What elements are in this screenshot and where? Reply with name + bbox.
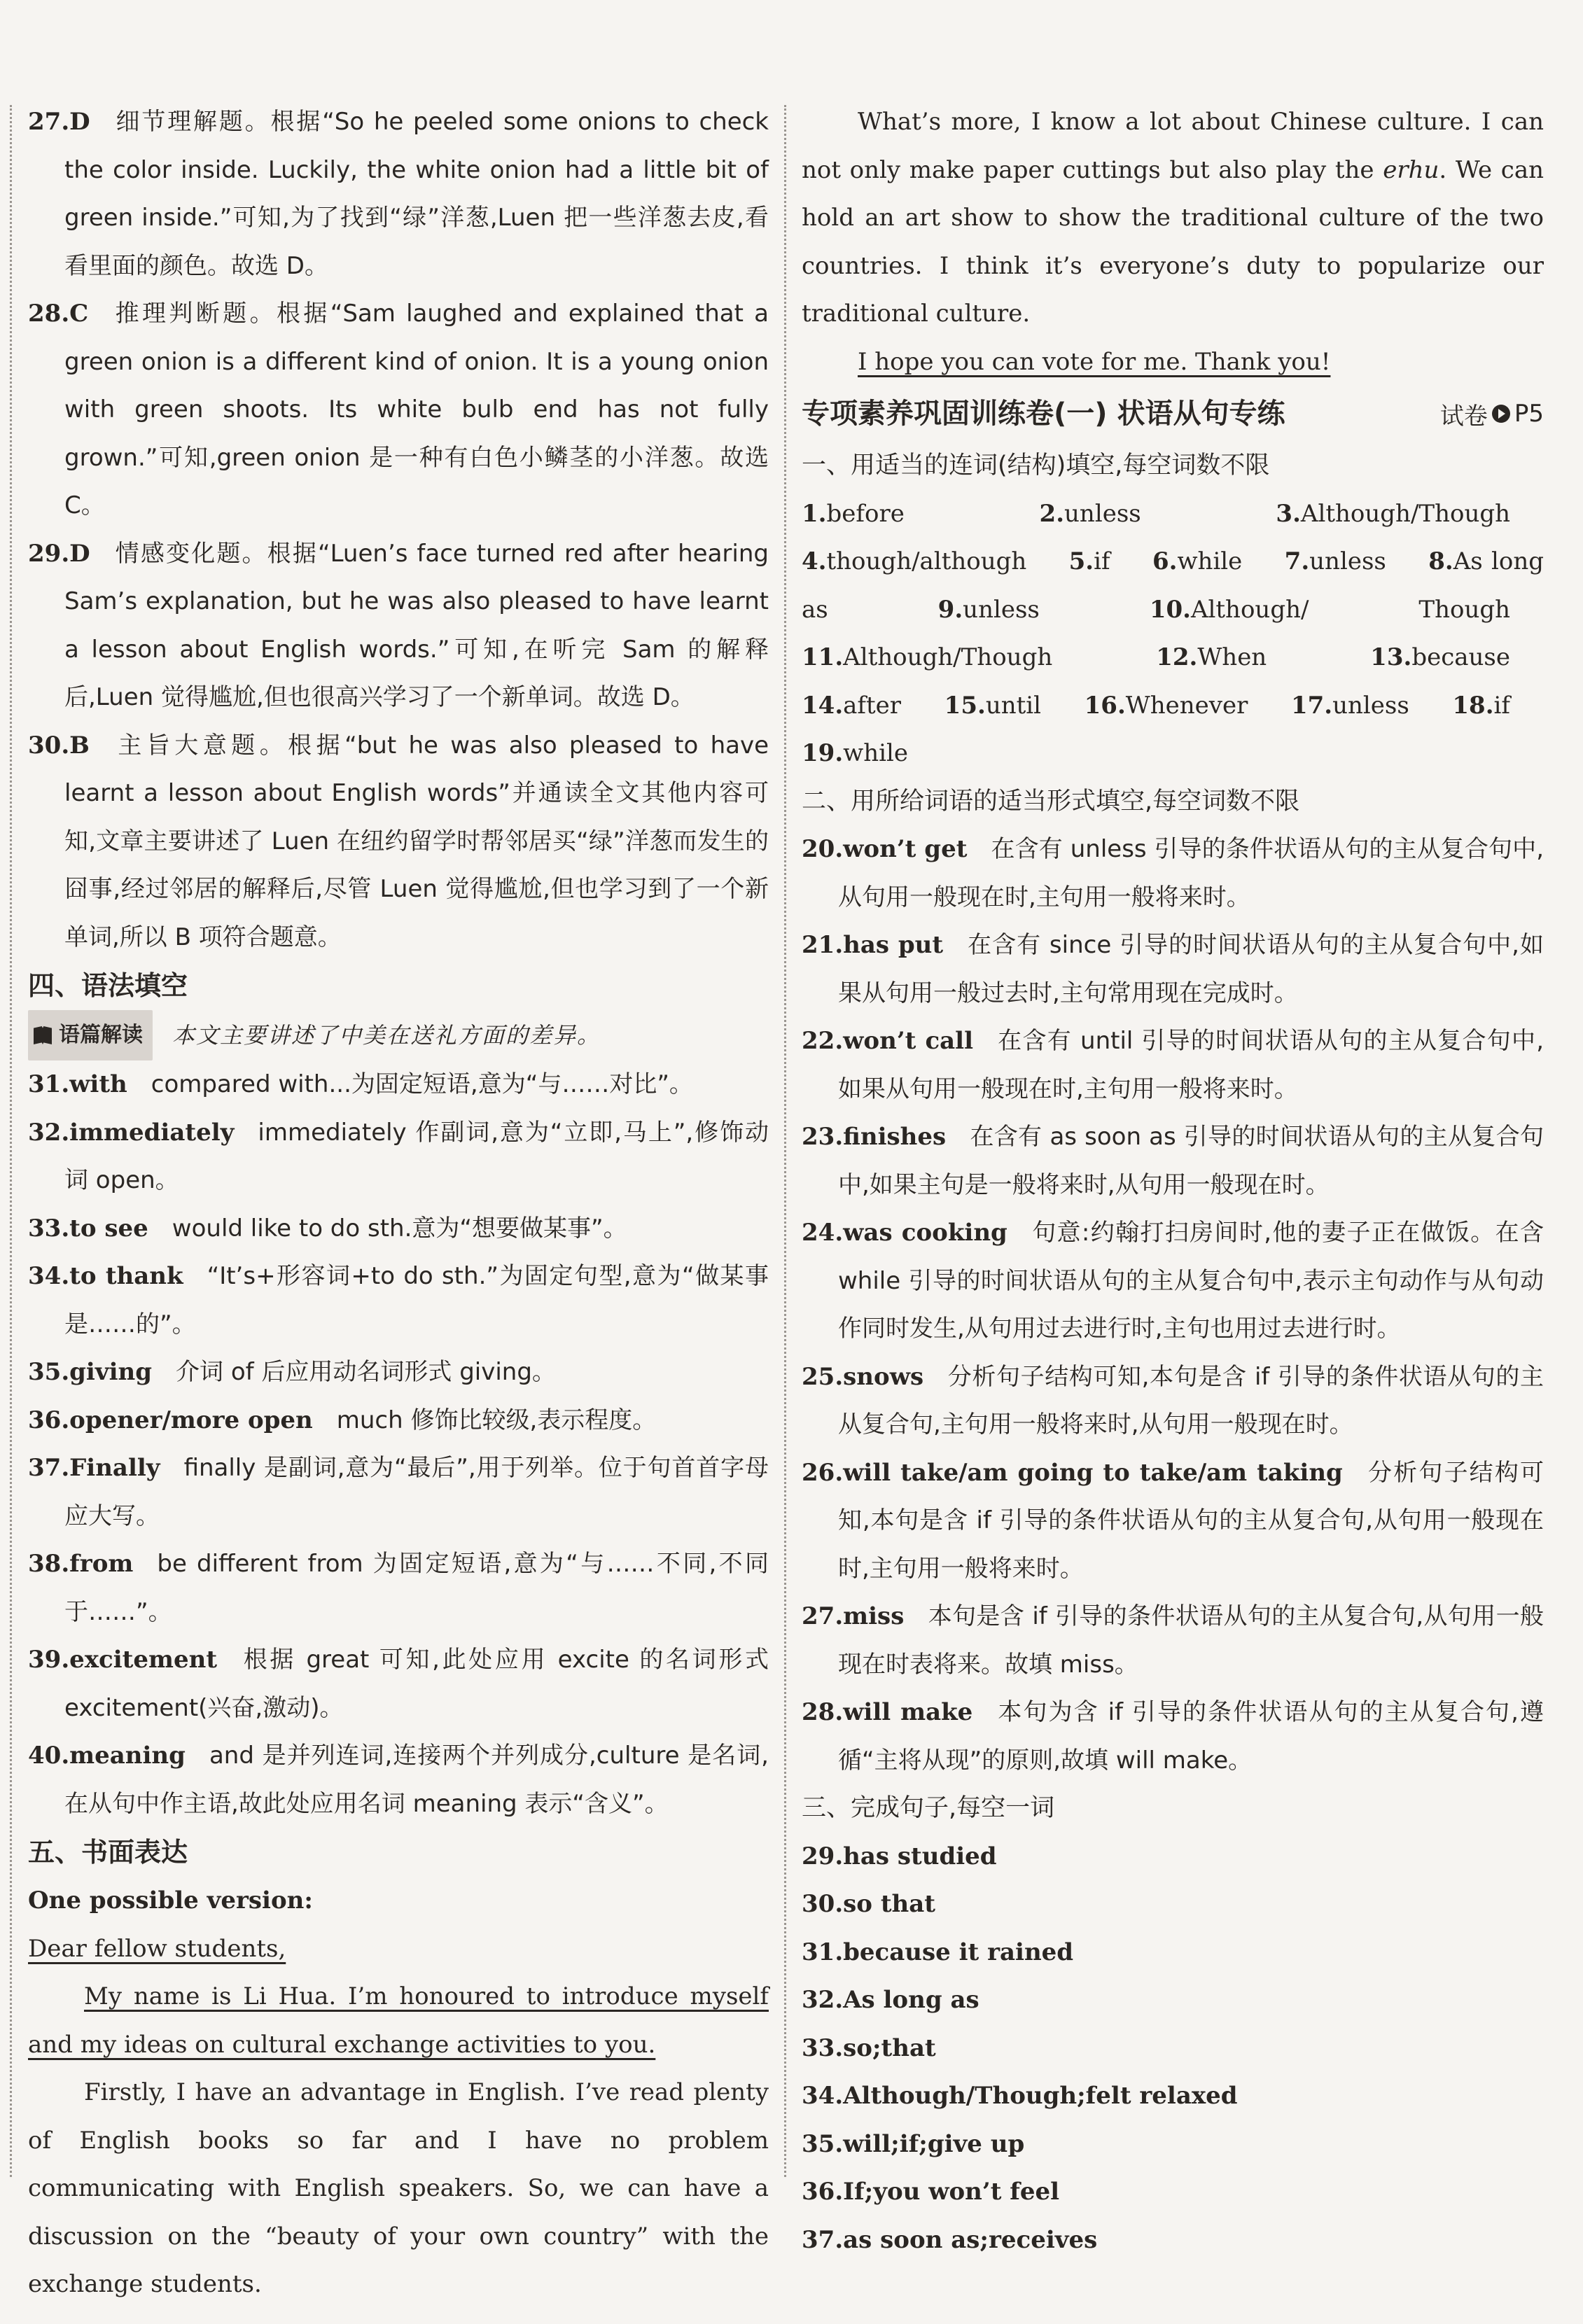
item-explanation: 在含有 until 引导的时间状语从句的主从复合句中,如果从句用一般现在时,主句用一般将来时。	[838, 1027, 1544, 1103]
fill-number: 2.	[1039, 499, 1065, 528]
column-divider	[784, 105, 786, 2177]
fill-number: 7.	[1284, 547, 1310, 575]
item-number: 29.	[28, 539, 70, 568]
item-number: 20.	[802, 835, 844, 863]
answer-item	[802, 1209, 1544, 1353]
fill-number: 4.	[802, 547, 827, 575]
item-explanation: compared with...为固定短语,意为“与……对比”。	[151, 1070, 693, 1098]
fill-answer	[802, 547, 1043, 575]
fill-value: because	[1411, 643, 1510, 671]
item-number: 39.	[28, 1646, 70, 1674]
fill-value: As long as	[802, 547, 1544, 624]
item-answer: won’t call	[843, 1027, 974, 1055]
answer-item	[28, 1205, 769, 1253]
item-number: 21.	[802, 931, 844, 959]
item-explanation: 情感变化题。根据“Luen’s face turned red after hearing Sam’s explanation, but he was also pleased to have learnt a lesson about English words.”可知,在听完 Sam 的解释后,Luen 觉得尴尬,但也很高兴学习了一个新单词。故选 D。	[64, 539, 769, 711]
item-answer: has studied	[843, 1842, 997, 1870]
item-answer: giving	[69, 1358, 153, 1386]
item-explanation: much 修饰比较级,表示程度。	[336, 1406, 657, 1434]
page-reference: 试卷 P5	[1439, 400, 1544, 430]
item-number: 37.	[802, 2225, 844, 2254]
item-explanation: finally 是副词,意为“最后”,用于列举。位于句首首字母应大写。	[64, 1454, 769, 1530]
item-answer: so that	[843, 1890, 935, 1918]
answer-item	[28, 1540, 769, 1636]
item-explanation: 主旨大意题。根据“but he was also pleased to have learnt a lesson about English words”并通读全文其他内容可知,文章主要讲述了 Luen 在纽约留学时帮邻居买“绿”洋葱而发生的囧事,经过邻居的解释后,尽管 Luen 觉得尴尬,但也学习到了一个新单词,所以 B 项符合题意。	[64, 731, 769, 951]
item-answer: will;if;give up	[843, 2129, 1025, 2158]
answer-item	[802, 1017, 1544, 1113]
answer-item	[28, 1732, 769, 1828]
letter-paragraph-2: Firstly, I have an advantage in English. I’ve read plenty of English books so far and I have no problem communicating with English speakers. So, we can have a discussion on the “beauty of your own country” with the exchange students.	[28, 2078, 769, 2298]
item-answer: will make	[843, 1698, 973, 1726]
fill-number: 13.	[1370, 643, 1412, 671]
fill-number: 15.	[944, 691, 986, 720]
answer-item	[802, 1353, 1544, 1449]
item-explanation: “It’s+形容词+to do sth.”为固定句型,意为“做某事是……的”。	[64, 1262, 769, 1338]
item-number: 40.	[28, 1742, 70, 1770]
fill-number: 12.	[1156, 643, 1198, 671]
part3-answers	[802, 1833, 1544, 2264]
item-answer: miss	[843, 1602, 905, 1630]
item-answer: Although/Though;felt relaxed	[843, 2082, 1238, 2110]
fill-number: 9.	[937, 595, 963, 624]
item-answer: will take/am going to take/am taking	[843, 1458, 1343, 1487]
item-explanation: 推理判断题。根据“Sam laughed and explained that a green onion is a different kind of onion. It is a young onion with green shoots. Its white bulb end has not fully grown.”可知,green onion 是一种有白色小鳞茎的小洋葱。故选 C。	[64, 300, 769, 519]
item-number: 24.	[802, 1219, 844, 1247]
item-explanation: 细节理解题。根据“So he peeled some onions to check the color inside. Luckily, the white onion had a little bit of green inside.”可知,为了找到“绿”洋葱,Luen 把一些洋葱去皮,看看里面的颜色。故选 D。	[64, 108, 769, 280]
fill-number: 17.	[1290, 691, 1333, 720]
item-number: 30.	[802, 1890, 844, 1918]
item-answer: B	[69, 731, 90, 760]
answer-item	[802, 2216, 1544, 2264]
fill-value: unless	[1332, 691, 1409, 720]
answer-item	[802, 1592, 1544, 1688]
fill-number: 8.	[1428, 547, 1453, 575]
part2-answers	[802, 825, 1544, 1784]
fill-value: When	[1197, 643, 1267, 671]
answer-item	[28, 1636, 769, 1732]
item-explanation: 句意:约翰打扫房间时,他的妻子正在做饭。在含 while 引导的时间状语从句的主从复合句中,表示主句动作与从句动作同时发生,从句用过去进行时,主句也用过去进行时。	[838, 1219, 1544, 1343]
item-number: 23.	[802, 1123, 844, 1151]
fill-value: though/although	[826, 547, 1027, 575]
answer-item	[802, 1880, 1544, 1928]
item-answer: excitement	[69, 1646, 218, 1674]
fill-value: unless	[1064, 499, 1141, 528]
fill-number: 10.	[1149, 595, 1191, 624]
passage-note	[28, 1010, 769, 1060]
fill-answer	[802, 692, 918, 720]
answer-item	[802, 921, 1544, 1017]
passage-badge-label: 语篇解读	[59, 1023, 143, 1047]
fill-answer	[802, 739, 925, 767]
answer-item	[802, 1976, 1544, 2024]
item-number: 31.	[28, 1070, 70, 1098]
part2-title: 二、用所给词语的适当形式填空,每空词数不限	[802, 787, 1300, 816]
item-answer: As long as	[843, 1986, 979, 2014]
answer-item	[802, 2168, 1544, 2216]
fill-number: 16.	[1084, 691, 1126, 720]
answer-item	[28, 1252, 769, 1348]
passage-badge	[28, 1010, 153, 1060]
answer-item	[802, 1688, 1544, 1784]
item-explanation: 在含有 as soon as 引导的时间状语从句的主从复合句中,如果主句是一般将来时,从句用一般现在时。	[838, 1123, 1544, 1199]
item-number: 36.	[28, 1406, 70, 1434]
item-answer: so;that	[843, 2033, 936, 2062]
item-answer: If;you won’t feel	[843, 2178, 1060, 2206]
item-number: 33.	[802, 2033, 844, 2062]
fill-value: Though	[1418, 595, 1511, 624]
fill-number: 14.	[802, 691, 844, 720]
letter-closing: I hope you can vote for me. Thank you!	[858, 347, 1331, 376]
fill-number: 6.	[1152, 547, 1178, 575]
answer-item	[28, 290, 769, 530]
fill-value: Although/	[1190, 595, 1309, 624]
fill-value: Whenever	[1125, 691, 1248, 720]
item-explanation: 根据 great 可知,此处应用 excite 的名词形式 excitement(兴奋,激动)。	[64, 1646, 769, 1722]
answer-item	[28, 98, 769, 290]
item-answer: D	[69, 539, 90, 568]
item-number: 27.	[802, 1602, 844, 1630]
answer-item	[802, 1113, 1544, 1209]
item-number: 30.	[28, 731, 70, 760]
part1-title: 一、用适当的连词(结构)填空,每空词数不限	[802, 451, 1270, 479]
item-explanation: be different from 为固定短语,意为“与……不同,不同于……”。	[64, 1550, 769, 1626]
passage-summary: 本文主要讲述了中美在送礼方面的差异。	[172, 1022, 601, 1049]
item-number: 22.	[802, 1027, 844, 1055]
fill-number: 1.	[802, 499, 827, 528]
item-answer: as soon as;receives	[843, 2225, 1098, 2254]
fill-answer	[944, 692, 1058, 720]
item-answer: from	[69, 1550, 134, 1578]
section-grammar-title: 四、语法填空	[28, 970, 188, 1001]
fill-value: Although/Though	[843, 643, 1053, 671]
fill-value: unless	[1309, 547, 1386, 575]
answer-item	[28, 1396, 769, 1445]
item-number: 37.	[28, 1454, 70, 1482]
answer-item	[802, 825, 1544, 921]
item-explanation: 分析句子结构可知,本句是含 if 引导的条件状语从句的主从复合句,主句用一般将来时,从句用一般现在时。	[838, 1362, 1544, 1438]
letter-greeting: Dear fellow students,	[28, 1934, 286, 1963]
item-number: 32.	[28, 1118, 70, 1147]
fill-answer	[1276, 500, 1527, 528]
grammar-answers	[28, 1060, 769, 1828]
item-number: 36.	[802, 2178, 844, 2206]
item-answer: finishes	[843, 1123, 947, 1151]
item-number: 32.	[802, 1986, 844, 2014]
fill-value: after	[843, 691, 902, 720]
fill-number: 3.	[1276, 499, 1301, 528]
left-cut-line	[10, 105, 12, 2177]
item-answer: with	[69, 1070, 127, 1098]
item-number: 28.	[28, 300, 70, 328]
fill-value: while	[1177, 547, 1243, 575]
item-number: 33.	[28, 1214, 70, 1242]
answer-item	[28, 1444, 769, 1540]
item-answer: to see	[69, 1214, 148, 1242]
fill-number: 11.	[802, 643, 844, 671]
item-answer: immediately	[69, 1118, 235, 1147]
fill-answer	[802, 643, 1069, 671]
fill-answer	[1285, 547, 1403, 575]
fill-answer	[802, 500, 921, 528]
answer-item	[28, 530, 769, 722]
book-icon	[34, 1026, 52, 1044]
letter-paragraph-3: What’s more, I know a lot about Chinese culture. I can not only make paper cuttings but also play the erhu. We can hold an art show to show the traditional culture of the two countries. I think it’s everyone’s duty to popularize our traditional culture.	[802, 108, 1544, 328]
fill-answer	[1418, 596, 1527, 624]
answer-item	[802, 2024, 1544, 2073]
fill-answer	[1150, 596, 1326, 624]
worksheet-title	[802, 386, 1544, 442]
item-answer: has put	[843, 931, 944, 959]
answer-item	[802, 2072, 1544, 2120]
fill-answer	[1291, 692, 1426, 720]
right-column	[802, 98, 1544, 2264]
fill-answer	[1156, 643, 1283, 671]
arrow-right-icon	[1492, 405, 1510, 423]
item-answer: to thank	[69, 1262, 183, 1290]
answer-item	[28, 722, 769, 962]
item-explanation: 在含有 since 引导的时间状语从句的主从复合句中,如果从句用一般过去时,主句常用现在完成时。	[838, 931, 1544, 1007]
item-explanation: 在含有 unless 引导的条件状语从句的主从复合句中,从句用一般现在时,主句用一般将来时。	[838, 835, 1544, 911]
item-number: 34.	[28, 1262, 70, 1290]
part1-answers	[802, 490, 1544, 778]
answer-item	[28, 1060, 769, 1109]
fill-value: before	[826, 499, 905, 528]
fill-answer	[1069, 547, 1127, 575]
fill-value: if	[1493, 691, 1511, 720]
item-explanation: and 是并列连词,连接两个并列成分,culture 是名词,在从句中作主语,故此处应用名词 meaning 表示“含义”。	[64, 1742, 769, 1818]
item-explanation: 本句是含 if 引导的条件状语从句的主从复合句,从句用一般现在时表将来。故填 miss。	[838, 1602, 1544, 1679]
answer-item	[802, 1833, 1544, 1881]
item-number: 31.	[802, 1938, 844, 1966]
erhu-italic: erhu	[1383, 155, 1439, 184]
fill-value: until	[985, 691, 1042, 720]
fill-answer	[1370, 643, 1527, 671]
item-number: 38.	[28, 1550, 70, 1578]
fill-answer	[1152, 547, 1259, 575]
fill-answer	[1085, 692, 1265, 720]
item-number: 35.	[28, 1358, 70, 1386]
item-explanation: immediately 作副词,意为“立即,马上”,修饰动词 open。	[64, 1118, 769, 1194]
item-explanation: 分析句子结构可知,本句是含 if 引导的条件状语从句的主从复合句,从句用一般现在时,主句用一般将来时。	[838, 1458, 1544, 1583]
fill-value: if	[1094, 547, 1110, 575]
version-label: One possible version:	[28, 1886, 313, 1914]
fill-answer	[938, 596, 1057, 624]
item-answer: D	[69, 108, 90, 136]
item-number: 27.	[28, 108, 70, 136]
fill-number: 5.	[1068, 547, 1094, 575]
item-answer: was cooking	[843, 1219, 1007, 1247]
item-number: 25.	[802, 1362, 844, 1391]
item-answer: won’t get	[843, 835, 968, 863]
item-answer: because it rained	[843, 1938, 1074, 1966]
section-writing-title: 五、书面表达	[28, 1837, 188, 1868]
answer-item	[28, 1109, 769, 1205]
fill-value: while	[843, 739, 909, 767]
answer-item	[802, 1449, 1544, 1593]
item-number: 35.	[802, 2129, 844, 2158]
item-answer: meaning	[69, 1742, 186, 1770]
item-number: 29.	[802, 1842, 844, 1870]
answer-item	[802, 2120, 1544, 2169]
item-number: 34.	[802, 2082, 844, 2110]
fill-answer	[1452, 692, 1527, 720]
answer-item	[28, 1348, 769, 1396]
item-explanation: 本句为含 if 引导的条件状语从句的主从复合句,遵循“主将从现”的原则,故填 will make。	[838, 1698, 1544, 1774]
item-explanation: would like to do sth.意为“想要做某事”。	[172, 1214, 627, 1242]
letter-paragraph-1: My name is Li Hua. I’m honoured to introduce myself and my ideas on cultural exchange activities to you.	[28, 1982, 769, 2059]
item-number: 28.	[802, 1698, 844, 1726]
item-answer: snows	[843, 1362, 924, 1391]
item-explanation: 介词 of 后应用动名词形式 giving。	[176, 1358, 556, 1386]
worksheet-title-text: 专项素养巩固训练卷(一) 状语从句专练	[802, 398, 1285, 430]
reading-answers	[28, 98, 769, 961]
fill-number: 18.	[1452, 691, 1494, 720]
part3-title: 三、完成句子,每空一词	[802, 1794, 1055, 1822]
item-number: 26.	[802, 1458, 844, 1487]
item-answer: Finally	[69, 1454, 160, 1482]
fill-value: unless	[963, 595, 1040, 624]
item-answer: C	[69, 300, 89, 328]
item-answer: opener/more open	[69, 1406, 313, 1434]
fill-answer	[1040, 500, 1158, 528]
fill-number: 19.	[802, 739, 844, 767]
fill-value: Although/Though	[1300, 499, 1510, 528]
left-column	[28, 98, 769, 2309]
answer-item	[802, 1928, 1544, 1977]
